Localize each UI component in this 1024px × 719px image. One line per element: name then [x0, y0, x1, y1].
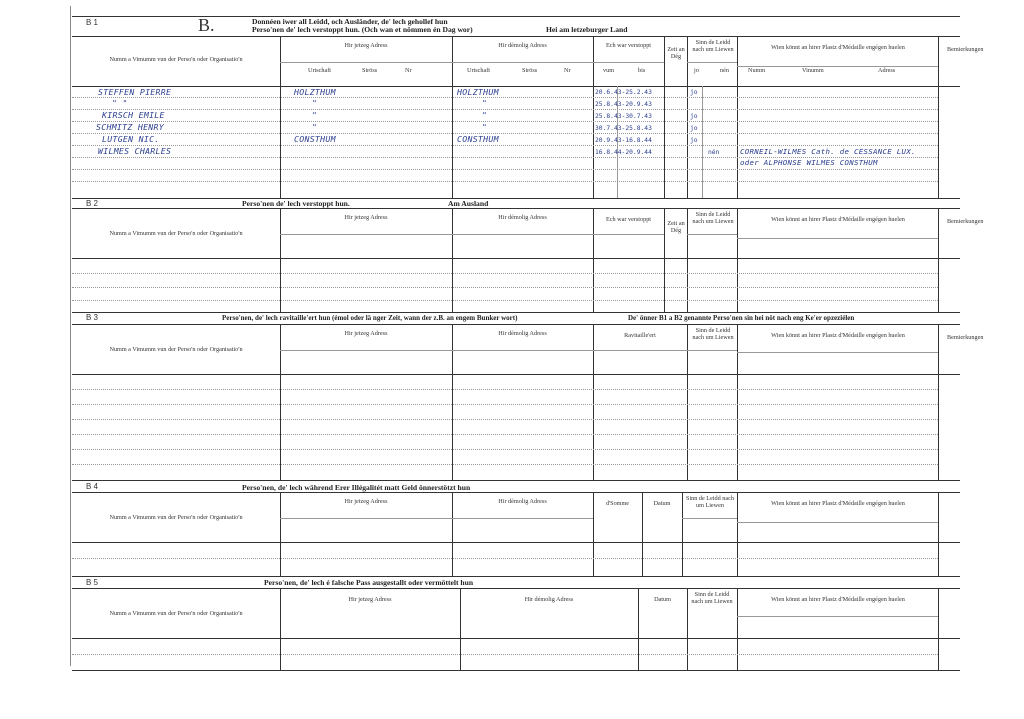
col-sum-header: d'Somme [605, 500, 630, 507]
col-medal-header: Wien könnt an hirer Plastz d'Médaille engégen huelen [771, 596, 905, 603]
section-note: De' önner B1 a B2 genannte Perso'nen sin hei nöt nach eng Ke'er opzeziélen [628, 314, 855, 322]
alive-answer: jo [690, 137, 698, 144]
current-address: " [312, 122, 318, 132]
col-address-now-header: Hir jetzeg Adress [344, 214, 388, 221]
col-medal-header: Wien könnt an hirer Plastz d'Médaille engégen huelen [771, 44, 905, 51]
person-name: SCHMITZ HENRY [96, 122, 164, 132]
col-remarks-header: Bemierkungen [947, 218, 984, 225]
col-address-old-header: Hir démolig Adress [498, 498, 547, 505]
col-alive-header: Sinn de Leidd nach um Liewen [692, 327, 734, 341]
col-date-header: Datum [654, 596, 671, 603]
alive-answer: nén [708, 149, 720, 156]
former-address: " [482, 98, 488, 108]
col-name-header: Numm a Vimumm vun der Perso'n oder Organisatio'n [109, 610, 243, 617]
col-alive-header: Sinn de Leidd nach um Liewen [692, 39, 734, 53]
sub-adress: Adress [878, 67, 896, 74]
alive-answer: jo [690, 125, 698, 132]
person-name: KIRSCH EMILE [102, 110, 165, 120]
sub-to: bis [638, 67, 646, 74]
alive-answer: jo [690, 113, 698, 120]
sub-vinumm: Vinumm [802, 67, 824, 74]
hidden-dates: 16.8.44-20.9.44 [595, 149, 652, 156]
col-medal-header: Wien könnt an hirer Plastz d'Médaille engégen huelen [771, 500, 905, 507]
person-name: " " [112, 98, 128, 108]
col-address-old-header: Hir démolig Adress [498, 330, 547, 337]
col-address-now-header: Hir jetzeg Adress [348, 596, 392, 603]
hidden-dates: 30.7.43-25.8.43 [595, 125, 652, 132]
section-code: B 3 [86, 313, 99, 322]
section-code: B 4 [86, 482, 99, 491]
sub-from: vum [603, 67, 615, 74]
col-address-now-header: Hir jetzeg Adress [344, 330, 388, 337]
col-name-header: Numm a Vimumm vun der Perso'n oder Organisatio'n [109, 514, 243, 521]
former-address: " [482, 110, 488, 120]
current-address: HOLZTHUM [294, 87, 336, 97]
col-medal-header: Wien könnt an hirer Plastz d'Médaille engégen huelen [771, 332, 905, 339]
col-address-old-header: Hir démolig Adress [498, 214, 547, 221]
former-address: " [482, 122, 488, 132]
col-supplied-header: Ravitaille'ert [624, 332, 656, 339]
section-code: B 2 [86, 199, 99, 208]
sub-ortschaft: Urtschaft [467, 67, 491, 74]
alive-answer: jo [690, 89, 698, 96]
sub-stross: Ströss [522, 67, 538, 74]
col-name-header: Numm a Vimumm vun der Perso'n oder Organisatio'n [109, 346, 243, 353]
col-days-header: Zeit an Dég [667, 220, 685, 234]
sub-ortschaft: Urtschaft [308, 67, 332, 74]
current-address: CONSTHUM [294, 134, 336, 144]
hidden-dates: 25.8.43-30.7.43 [595, 113, 652, 120]
col-alive-header: Sinn de Leidd nach um Liewen [686, 495, 734, 509]
sub-nr: Nr [564, 67, 571, 74]
person-name: LUTGEN NIC. [102, 134, 160, 144]
col-alive-header: Sinn de Leidd nach um Liewen [692, 211, 734, 225]
former-address: CONSTHUM [457, 134, 499, 144]
form-letter: B. [198, 15, 215, 35]
col-address-now-header: Hir jetzeg Adress [344, 498, 388, 505]
col-hidden-header: Ech war verstoppt [605, 42, 652, 49]
person-name: WILMES CHARLES [98, 146, 172, 156]
former-address: HOLZTHUM [457, 87, 499, 97]
col-remarks-header: Bemierkungen [947, 334, 984, 341]
current-address: " [312, 98, 318, 108]
section-subtitle: Perso'nen de' lech verstoppt hun. (Och wan et nömmen én Dag wor) [252, 25, 473, 34]
section-title: Perso'nen, de' lech während Erer Illégalitét matt Geld önnerstötzt hun [242, 483, 471, 492]
form-sheet [72, 6, 984, 675]
section-code: B 5 [86, 578, 99, 587]
section-title: Perso'nen de' lech verstoppt hun. [242, 199, 350, 208]
col-address-old-header: Hir démolig Adress [498, 42, 547, 49]
col-medal-header: Wien könnt an hirer Plastz d'Médaille engégen huelen [771, 216, 905, 223]
section-location: Am Ausland [448, 199, 489, 208]
section-title: Perso'nen, de' lech ravitaille'ert hun (émol oder lä nger Zeit, wann der z.B. an engem Bunker wort) [222, 314, 518, 322]
col-days-header: Zeit an Dég [667, 46, 685, 60]
section-title: Perso'nen, de' lech é falsche Pass ausgestallt oder vermöttelt hun [264, 578, 474, 587]
sub-numm: Numm [748, 67, 766, 74]
current-address: " [312, 110, 318, 120]
hidden-dates: 20.6.43-25.2.43 [595, 89, 652, 96]
sub-no: nén [720, 67, 729, 74]
col-hidden-header: Ech war verstoppt [605, 216, 652, 223]
col-date-header: Datum [653, 500, 671, 507]
col-alive-header: Sinn de Leidd nach um Liewen [691, 591, 733, 605]
col-address-now-header: Hir jetzeg Adress [344, 42, 388, 49]
hidden-dates: 25.8.43-20.9.43 [595, 101, 652, 108]
person-name: STEFFEN PIERRE [98, 87, 172, 97]
sub-yes: jo [694, 67, 699, 74]
section-location: Hei am letzeburger Land [546, 25, 628, 34]
section-title: Donnéen iwer all Leidd, och Ausländer, de' lech gehollef hun [252, 17, 448, 26]
sub-stross: Ströss [362, 67, 378, 74]
col-name-header: Numm a Vimumm vun der Perso'n oder Organisatio'n [109, 230, 243, 237]
hidden-dates: 20.9.43-16.8.44 [595, 137, 652, 144]
col-name-header: Numm a Vimumm vun der Perso'n oder Organisatio'n [109, 56, 243, 63]
section-code: B 1 [86, 18, 99, 27]
sub-nr: Nr [405, 67, 412, 74]
medal-recipient-alt: oder ALPHONSE WILMES CONSTHUM [740, 158, 878, 167]
col-address-old-header: Hir démolig Adress [524, 596, 574, 603]
medal-recipient: CORNEIL-WILMES Cath. de CESSANCE LUX. [740, 147, 916, 156]
col-remarks-header: Bemierkungen [947, 46, 984, 53]
